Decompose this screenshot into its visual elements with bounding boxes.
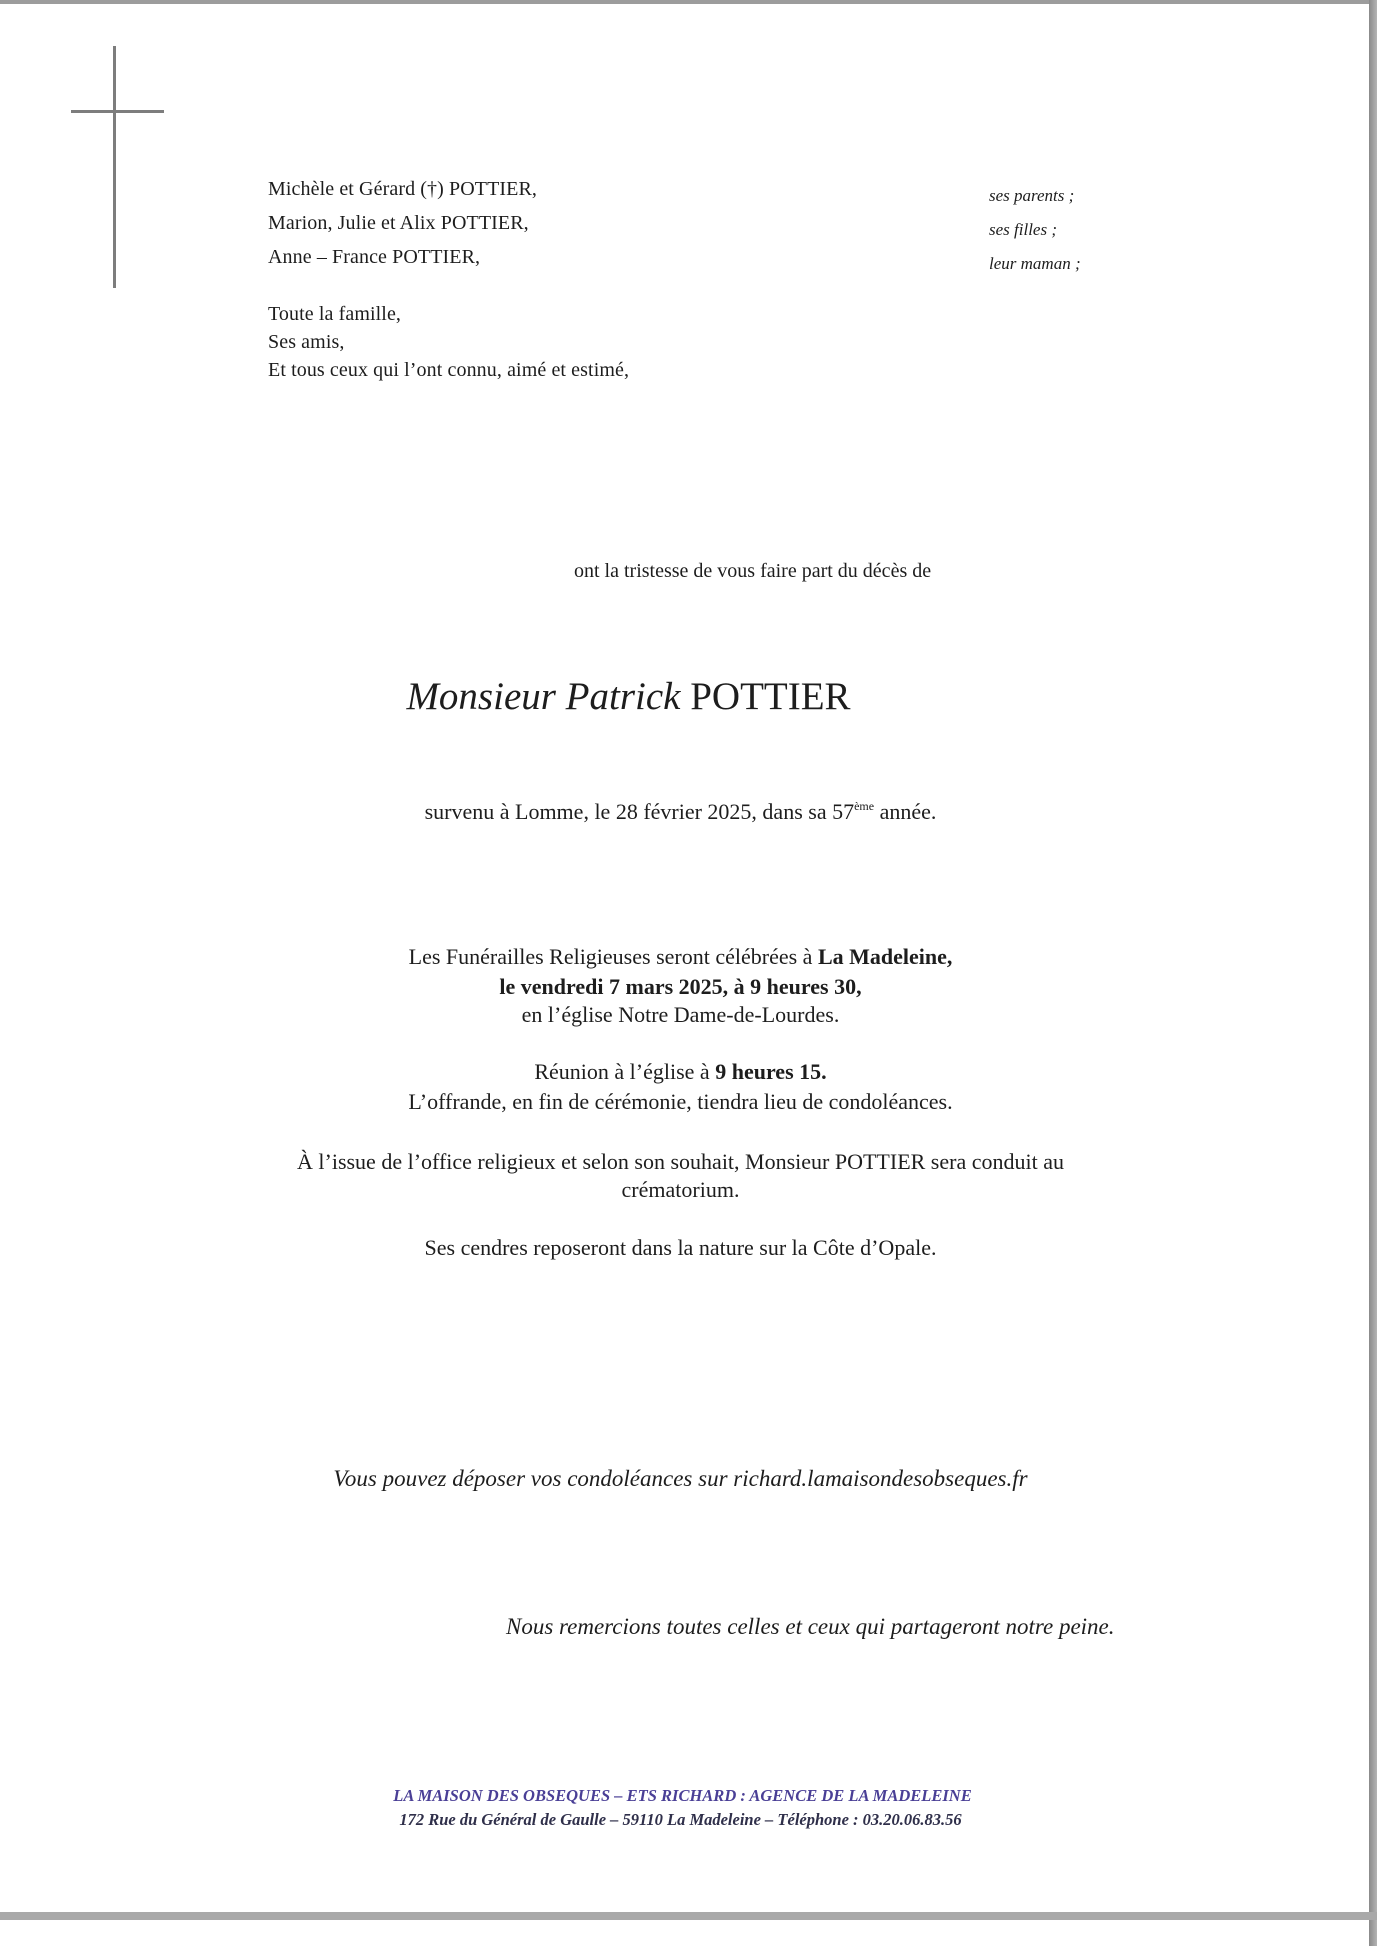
condolences-message: Vous pouvez déposer vos condoléances sur richard.lamaisondesobseques.fr xyxy=(333,1466,1028,1491)
ashes-line: Ses cendres reposeront dans la nature sur la Côte d’Opale. xyxy=(424,1235,937,1260)
family-name-parents: Michèle et Gérard (†) POTTIER, xyxy=(268,178,538,200)
footer-agency: LA MAISON DES OBSEQUES – ETS RICHARD : AGENCE DE LA MADELEINE xyxy=(393,1786,972,1805)
family-role-daughters: ses filles ; xyxy=(989,220,1057,239)
family-name-daughters: Marion, Julie et Alix POTTIER, xyxy=(268,212,529,234)
cremation-line-1: À l’issue de l’office religieux et selon son souhait, Monsieur POTTIER sera conduit au xyxy=(297,1149,1064,1174)
meeting-time: 9 heures 15. xyxy=(715,1059,827,1084)
scan-edge-right xyxy=(1369,0,1377,1946)
others-acquaintances: Et tous ceux qui l’ont connu, aimé et estimé, xyxy=(268,359,630,381)
deceased-surname: POTTIER xyxy=(690,675,851,718)
cross-horizontal-bar xyxy=(71,110,164,113)
death-suffix: année. xyxy=(874,799,937,824)
family-name-mother: Anne – France POTTIER, xyxy=(268,246,481,268)
family-role-parents: ses parents ; xyxy=(989,186,1075,205)
cremation-line-2: crématorium. xyxy=(621,1177,740,1202)
funeral-intro: Les Funérailles Religieuses seront célébrées à xyxy=(408,944,818,969)
announcement-text: ont la tristesse de vous faire part du décès de xyxy=(574,560,932,582)
others-friends: Ses amis, xyxy=(268,331,345,353)
funeral-place: La Madeleine, xyxy=(817,944,953,969)
deceased-title: Monsieur Patrick xyxy=(406,675,681,718)
cross-vertical-bar xyxy=(113,46,116,288)
death-ordinal-suffix: ème xyxy=(854,799,875,813)
footer-address: 172 Rue du Général de Gaulle – 59110 La Madeleine – Téléphone : 03.20.06.83.56 xyxy=(399,1810,962,1829)
others-family: Toute la famille, xyxy=(268,303,402,325)
death-details xyxy=(0,799,1369,825)
meeting-line xyxy=(0,1059,1369,1085)
scan-edge-bottom xyxy=(0,1912,1377,1920)
death-prefix: survenu à Lomme, le 28 février 2025, dans sa 57 xyxy=(424,799,855,824)
meeting-intro: Réunion à l’église à xyxy=(534,1059,716,1084)
deceased-name xyxy=(0,674,1317,719)
funeral-line-2 xyxy=(0,974,1369,1000)
thanks-message: Nous remercions toutes celles et ceux qui partageront notre peine. xyxy=(506,1614,1115,1639)
funeral-line-1 xyxy=(0,944,1369,970)
family-role-mother: leur maman ; xyxy=(989,254,1081,273)
scan-edge-top xyxy=(0,0,1377,4)
funeral-church: en l’église Notre Dame-de-Lourdes. xyxy=(521,1002,840,1027)
offering-line: L’offrande, en fin de cérémonie, tiendra lieu de condoléances. xyxy=(408,1089,953,1114)
funeral-date-time: le vendredi 7 mars 2025, à 9 heures 30, xyxy=(499,974,862,999)
